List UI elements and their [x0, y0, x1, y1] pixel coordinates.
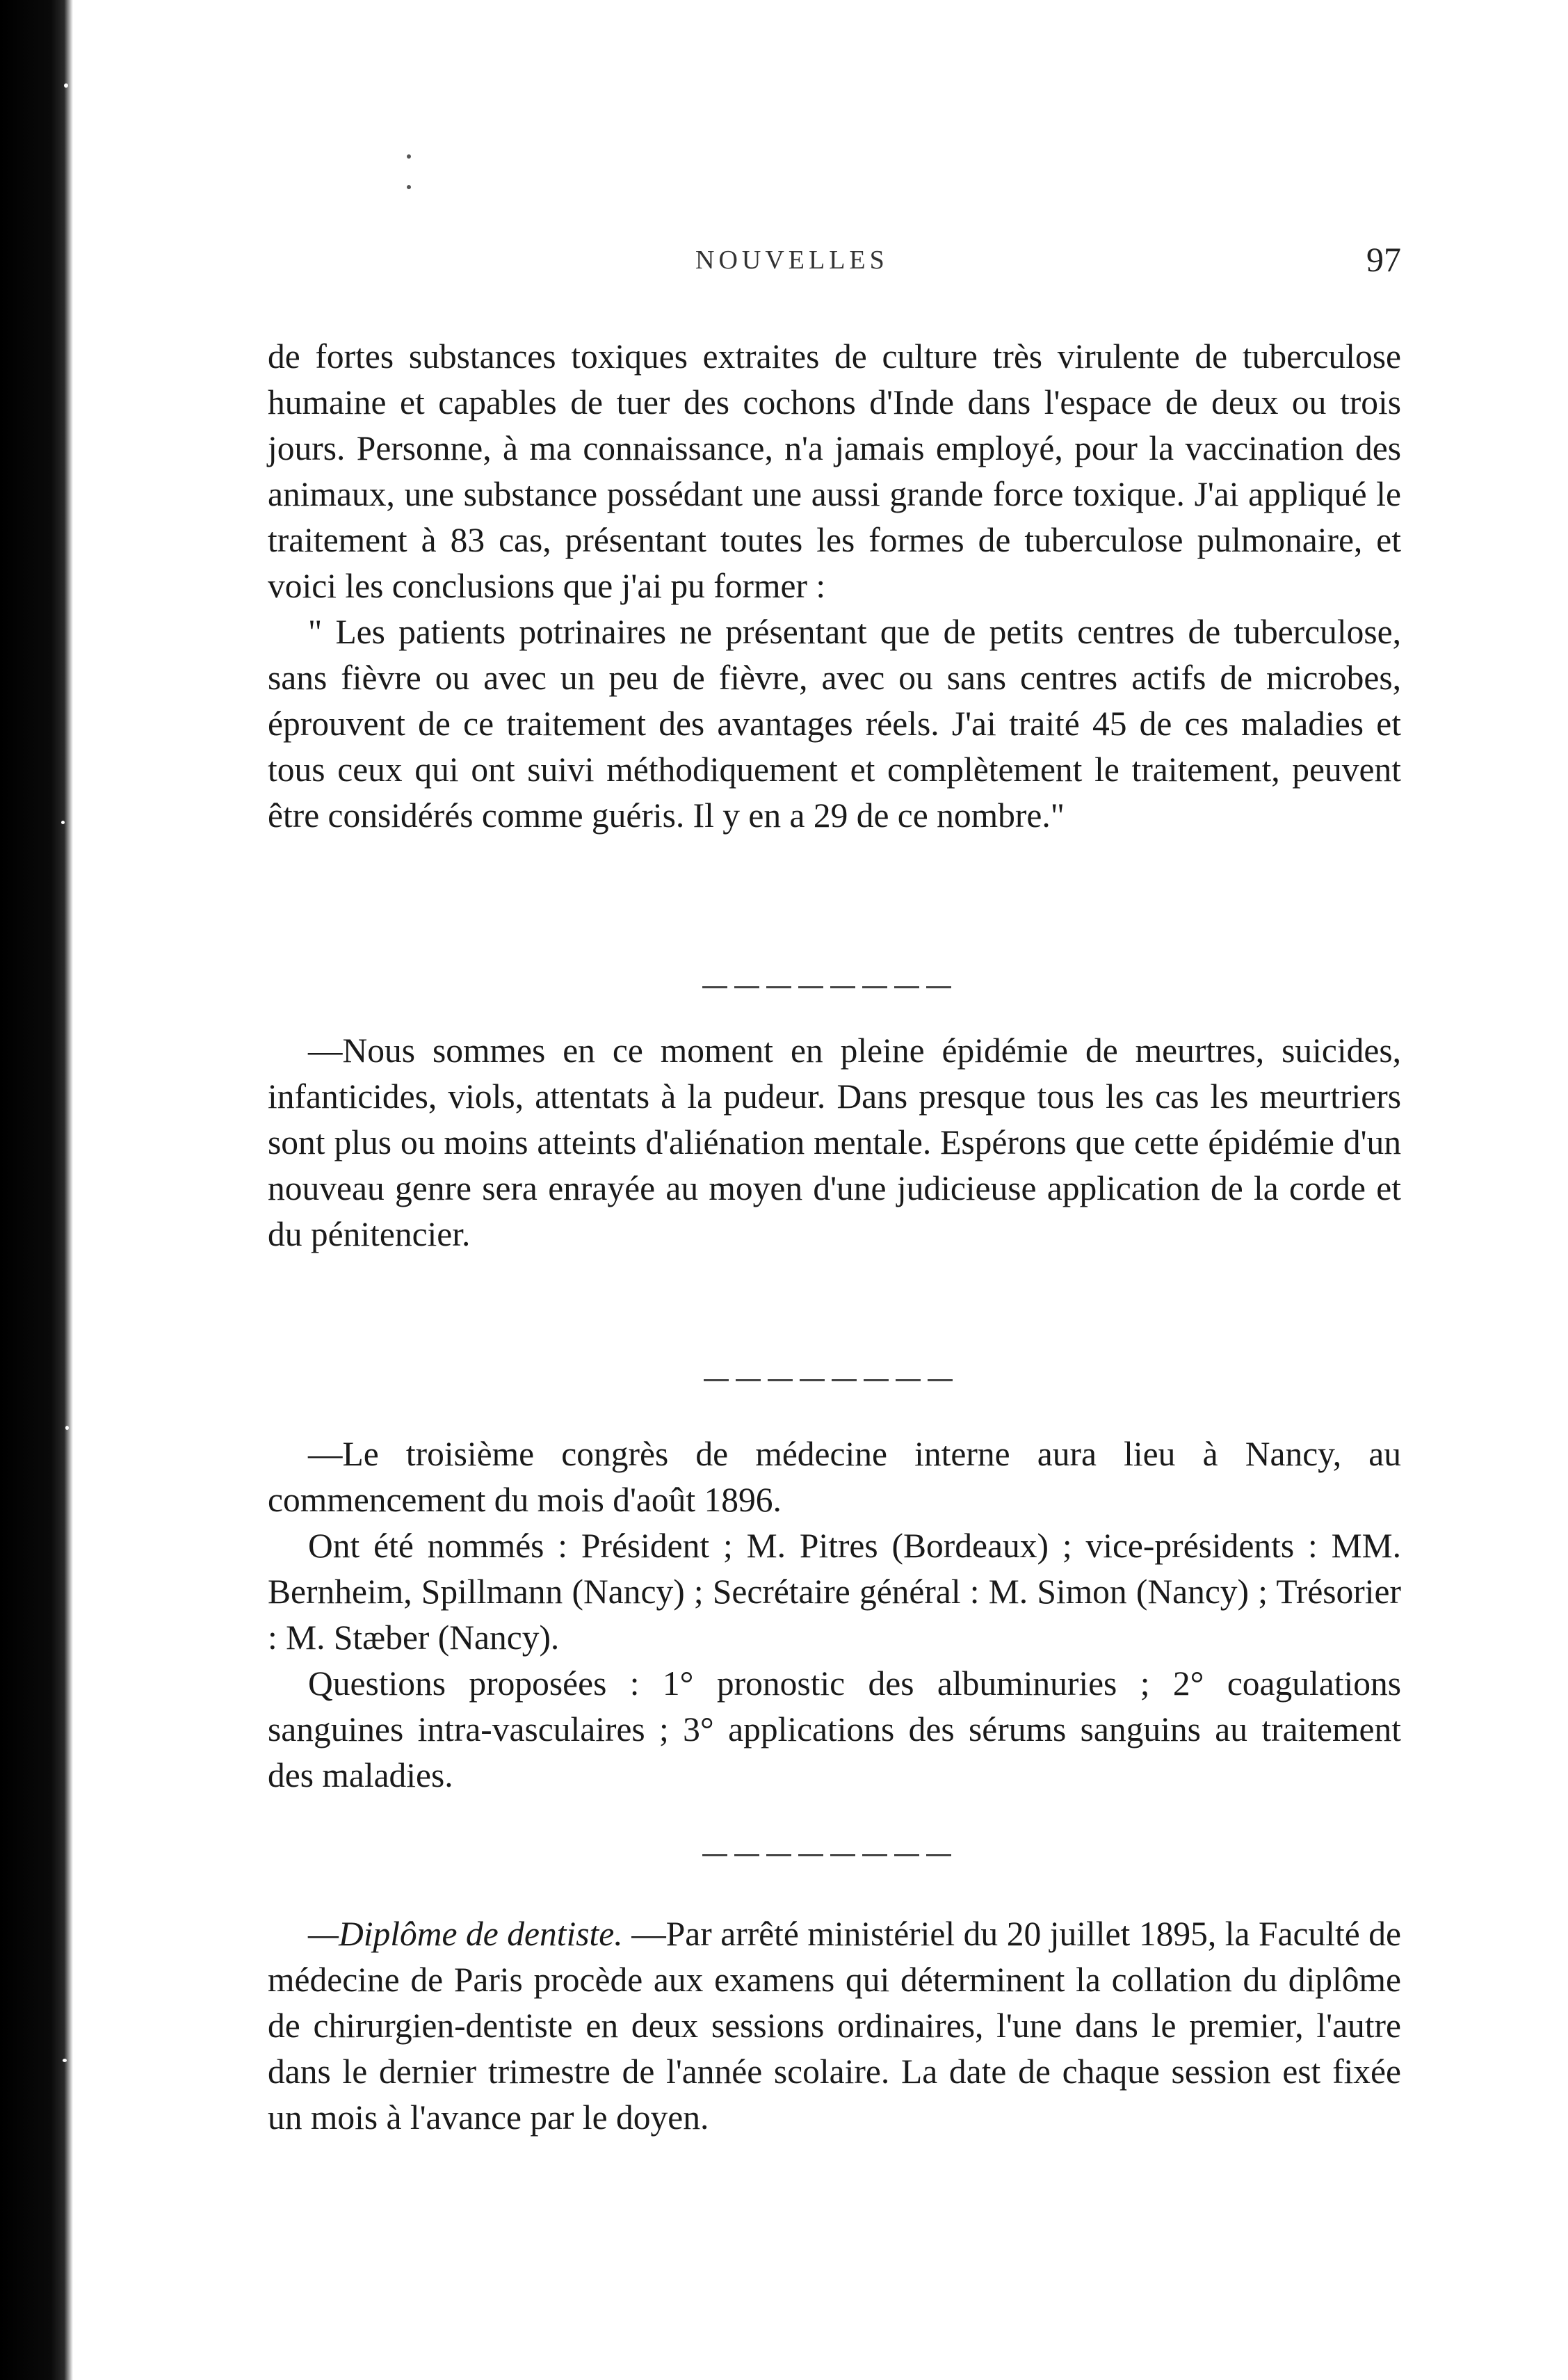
scan-speck — [64, 83, 68, 88]
scan-speck — [61, 821, 65, 824]
tuberculosis-paragraph: de fortes substances toxiques extraites de culture très virulente de tuberculose humaine et capables de tuer des cochons d'Inde dans l'espace de deux ou trois jours. Personne, à ma connaissance, n'a jamais employé, pour la vaccination des animaux, une substance possédant une aussi grande force toxique. J'ai appliqué le traitement à 83 cas, présentant toutes les formes de tuberculose pulmonaire, et voici les conclusions que j'ai pu former : — [268, 337, 1401, 605]
congress-section — [268, 1431, 1401, 1799]
section-separator — [704, 1379, 954, 1381]
section-separator — [702, 1854, 953, 1856]
epidemic-section — [268, 1028, 1401, 1257]
dentist-diploma-body: —Par arrêté ministériel du 20 juillet 1895, la Faculté de médecine de Paris procède aux examens qui déterminent la collation du diplôme de chirurgien-dentiste en deux sessions ordinaires, l'une dans le premier, l'autre dans le dernier trimestre de l'année scolaire. La date de chaque session est fixée un mois à l'avance par le doyen. — [268, 1915, 1401, 2137]
scan-speck — [63, 2059, 67, 2062]
page-number: 97 — [1366, 240, 1401, 279]
epidemic-paragraph: —Nous sommes en ce moment en pleine épidémie de meurtres, suicides, infanticides, viols, attentats à la pudeur. Dans presque tous les cas les meurtriers sont plus ou moins atteints d'aliénation mentale. Espérons que cette épidémie d'un nouveau genre sera enrayée au moyen d'une judicieuse application de la corde et du pénitencier. — [268, 1031, 1401, 1253]
scan-speck — [65, 1426, 69, 1430]
congress-questions-paragraph: Questions proposées : 1° pronostic des albuminuries ; 2° coagulations sanguines intra-vasculaires ; 3° applications des sérums sanguins au traitement des maladies. — [268, 1664, 1401, 1794]
running-head: NOUVELLES — [695, 246, 889, 275]
scan-dot — [407, 185, 411, 189]
congress-paragraph: —Le troisième congrès de médecine interne aura lieu à Nancy, au commencement du mois d'août 1896. — [268, 1435, 1401, 1519]
section-separator — [702, 986, 953, 988]
scan-border — [0, 0, 73, 2380]
dentist-diploma-section — [268, 1911, 1401, 2141]
dentist-diploma-paragraph — [268, 1911, 1401, 2141]
congress-officers-paragraph: Ont été nommés : Président ; M. Pitres (Bordeaux) ; vice-présidents : MM. Bernheim, Spillmann (Nancy) ; Secrétaire général : M. Simon (Nancy) ; Trésorier : M. Stæber (Nancy). — [268, 1527, 1401, 1657]
scan-dot — [407, 154, 411, 159]
tuberculosis-section — [268, 334, 1401, 839]
tuberculosis-quote-paragraph: " Les patients potrinaires ne présentant que de petits centres de tuberculose, sans fièvre ou avec un peu de fièvre, avec ou sans centres actifs de microbes, éprouvent de ce traitement des avantages réels. J'ai traité 45 de ces maladies et tous ceux qui ont suivi méthodiquement et complètement le traitement, peuvent être considérés comme guéris. Il y en a 29 de ce nombre." — [268, 613, 1401, 835]
dentist-diploma-title: —Diplôme de dentiste. — [308, 1915, 623, 1953]
